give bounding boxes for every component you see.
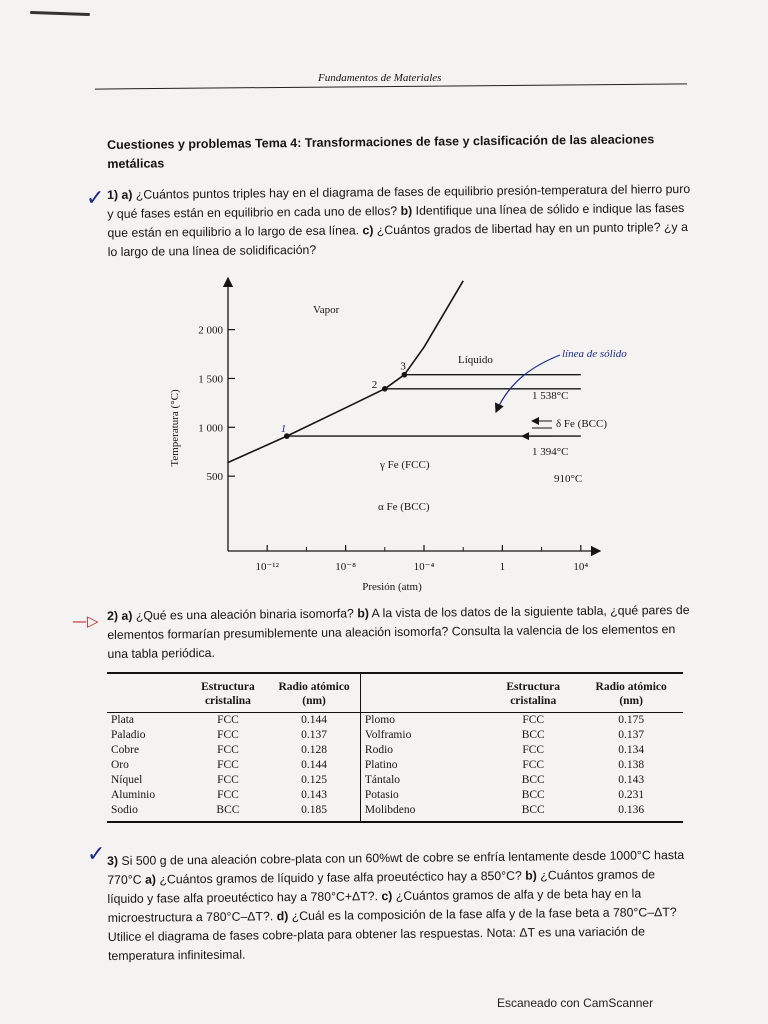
q3-d-label: d) [276,909,289,924]
atomic-radius: 0.144 [268,758,360,773]
question-3 [107,846,692,966]
q2-b-text: A la vista de los datos de la siguiente tabla, ¿qué pares de elementos formarían presumiblemente una aleación isomorfa? Consulta la valencia de los elementos en una tabla periódica. [107,602,690,661]
q3-number: 3) [107,853,119,868]
handwritten-annotation: línea de sólido [562,348,627,360]
handwritten-annotation-arrow [496,355,560,412]
q3-c-text: ¿Cuántos gramos de alfa y de beta hay en la microestructura a 780°C–ΔT?. [107,886,642,925]
pen-stroke [30,11,90,16]
atomic-radius: 0.137 [618,729,645,741]
q3-a-text: ¿Cuántos gramos de líquido y fase alfa proeutéctico hay a 850°C? [159,868,522,887]
q2-a-text: ¿Qué es una aleación binaria isomorfa? [135,606,354,623]
crystal-structure: FCC [217,744,239,756]
table-row [107,743,683,758]
element-name: Sodio [111,804,138,816]
crystal-structure: FCC [522,714,545,726]
col-radius-left: Radio atómico (nm) [268,673,360,713]
scanner-footer: Escaneado con CamScanner [497,996,654,1010]
crystal-structure: FCC [217,774,239,786]
crystal-structure: BCC [216,804,240,816]
y-axis-title: Temperatura (°C) [169,389,181,467]
x-tick-label: 10⁻¹² [255,561,279,573]
q3-b-label: b) [525,868,537,883]
atomic-radius: 0.128 [268,743,360,758]
q1-a-label: a) [121,187,133,202]
x-tick-label: 10⁴ [573,561,589,573]
q3-c-label: c) [381,889,393,904]
element-name: Plata [111,714,134,726]
q3-intro: Si 500 g de una aleación cobre-plata con un 60%wt de cobre se enfría lentamente desde 1000°C hasta 770°C [107,847,685,887]
triple-point-label-3: 3 [400,360,406,373]
phase-label-delta-fe: δ Fe (BCC) [556,418,608,430]
crystal-structure: BCC [521,804,545,816]
col-structure-right: Estructura cristalina [487,673,579,713]
atomic-radius: 0.134 [618,744,645,756]
atomic-radius: 0.231 [618,789,645,801]
triple-point-marker [382,386,388,392]
temperature-label-1394: 1 394°C [532,446,569,458]
y-tick-label: 1 000 [198,422,223,435]
atomic-radius: 0.144 [268,713,360,729]
triple-point-label-1: 1 [280,423,287,436]
element-name: Molibdeno [364,804,416,816]
region-label-liquid: Líquido [458,354,493,366]
table-row [107,758,683,773]
atomic-radius: 0.175 [618,714,645,726]
atomic-radius: 0.137 [268,728,360,743]
handwritten-check-mark: ✓ [87,842,106,867]
region-label-gamma-fe: γ Fe (FCC) [380,459,430,471]
element-name: Tántalo [364,774,401,786]
crystal-structure: FCC [217,714,239,726]
element-name: Plomo [364,714,395,726]
element-name: Níquel [111,774,143,786]
element-name: Paladio [111,729,146,741]
atomic-radius: 0.136 [618,804,645,816]
region-label-alpha-fe: α Fe (BCC) [378,501,430,513]
crystal-structure: BCC [521,774,545,786]
table-row [107,788,683,803]
atomic-radius: 0.185 [268,803,360,822]
col-radius-right: Radio atómico (nm) [579,673,683,713]
phase-diagram-chart [160,270,627,595]
header-rule [95,83,687,89]
q1-b-text: Identifique una línea de sólido e indique las fases que están en equilibrio a lo largo de esa línea. [107,200,685,240]
col-element-right [360,673,487,713]
element-name: Aluminio [111,789,156,801]
phase-boundary-curve [228,281,463,463]
q1-a-text: ¿Cuántos puntos triples hay en el diagrama de fases de equilibrio presión-temperatura del hierro puro y qué fases están en equilibrio en cada uno de ellos? [107,181,691,221]
element-name: Platino [364,759,398,771]
y-tick-label: 500 [206,471,223,484]
region-label-vapor: Vapor [313,304,340,316]
element-name: Rodio [364,744,394,756]
handwritten-arrow: —▷ [72,612,99,630]
q1-c-text: ¿Cuántos grados de libertad hay en un punto triple? ¿y a lo largo de una línea de solidificación? [107,219,688,259]
q3-a-label: a) [144,872,157,887]
question-1 [107,180,692,262]
elements-table [107,672,683,823]
atomic-radius: 0.138 [618,759,645,771]
handwritten-check-mark: ✓ [86,186,105,211]
x-axis-title: Presión (atm) [362,581,422,593]
table-row [107,713,683,729]
col-element-left [107,673,188,713]
page-header-title: Fundamentos de Materiales [318,72,442,84]
x-tick-label: 1 [499,561,506,573]
atomic-radius: 0.143 [618,774,645,786]
section-heading: Cuestiones y problemas Tema 4: Transformaciones de fase y clasificación de las aleaciones metálicas [107,132,655,171]
atomic-radius: 0.125 [268,773,360,788]
crystal-structure: FCC [522,759,545,771]
temperature-label-1538: 1 538°C [532,390,569,402]
q3-b-text: ¿Cuántos gramos de líquido y fase alfa proeutéctico hay a 780°C+ΔT?. [107,867,656,906]
element-name: Oro [111,759,129,771]
crystal-structure: FCC [217,789,239,801]
x-tick-label: 10⁻⁸ [335,561,356,573]
element-name: Volframio [364,729,412,741]
col-structure-left: Estructura cristalina [188,673,269,713]
crystal-structure: FCC [522,744,545,756]
q1-c-label: c) [362,223,374,238]
q1-b-label: b) [400,203,413,218]
q1-number: 1) [107,187,119,202]
element-name: Potasio [364,789,399,801]
question-2 [107,601,692,664]
element-name: Cobre [111,744,140,756]
crystal-structure: FCC [217,759,239,771]
y-tick-label: 1 500 [198,373,223,386]
q2-b-label: b) [357,606,369,621]
q3-d-text: ¿Cuál es la composición de la fase alfa y de la fase beta a 780°C–ΔT? Utilice el diagrama de fases cobre-plata para obtener las respuestas. Nota: ΔT es una variación de temperatura infinitesimal. [107,905,677,963]
table-row [107,728,683,743]
atomic-radius: 0.143 [268,788,360,803]
q2-number: 2) [107,608,119,623]
triple-point-label-2: 2 [371,378,378,391]
table-row [107,803,683,822]
y-tick-label: 2 000 [198,324,223,337]
triple-point-marker [402,372,408,378]
x-tick-label: 10⁻⁴ [413,561,435,573]
table-row [107,773,683,788]
crystal-structure: BCC [521,729,545,741]
crystal-structure: BCC [521,789,545,801]
crystal-structure: FCC [217,729,239,741]
temperature-label-910: 910°C [554,473,583,485]
q2-a-label: a) [121,608,133,623]
